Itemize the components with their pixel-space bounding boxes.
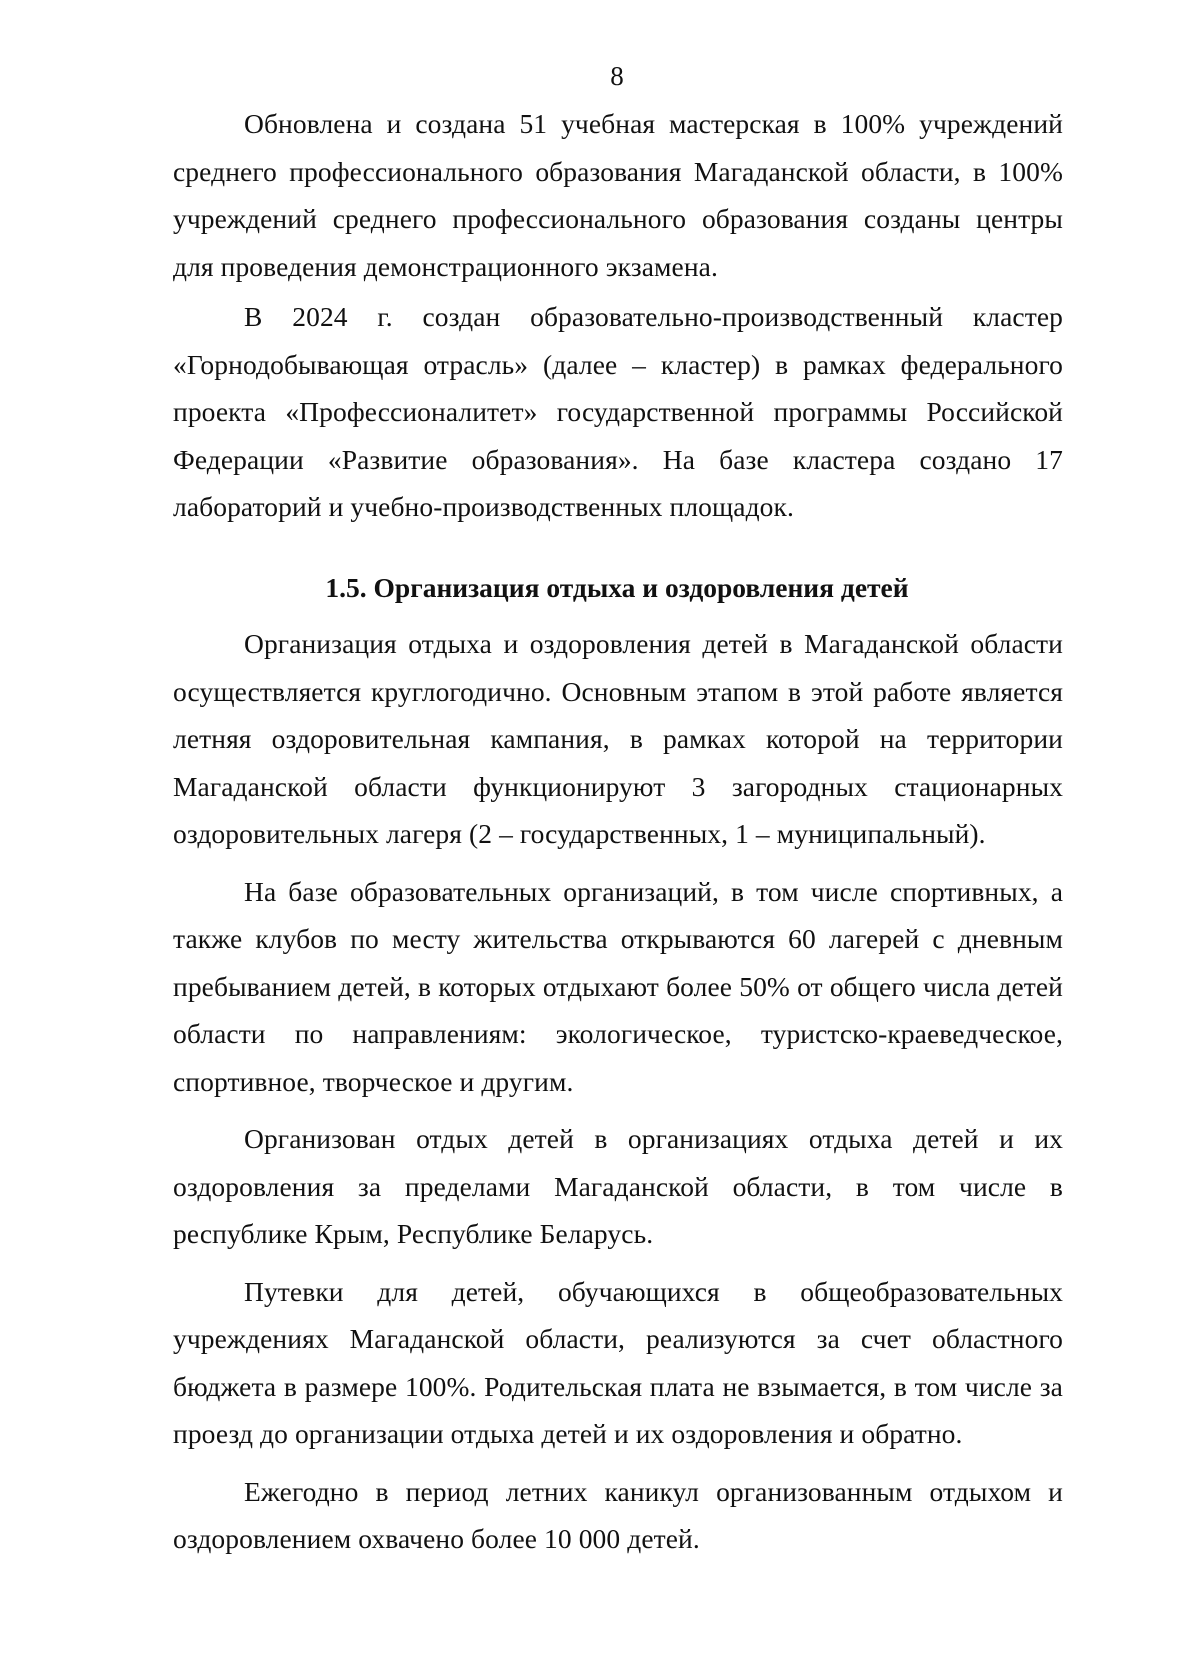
paragraph-vouchers: Путевки для детей, обучающихся в общеобразовательных учреждениях Магаданской области, реализуются за счет областного бюджета в размере 100%. Родительская плата не взымается, в том числе за проезд до организации отдыха детей и их оздоровления и обратно. xyxy=(173,1275,1063,1449)
paragraph-annual-coverage: Ежегодно в период летних каникул организованным отдыхом и оздоровлением охвачено более 10 000 детей. xyxy=(173,1475,1063,1554)
paragraph-organization: Организация отдыха и оздоровления детей в Магаданской области осуществляется круглогодично. Основным этапом в этой работе является летняя оздоровительная кампания, в рамках которой на территории Магаданской области функционируют 3 загородных стационарных оздоровительных лагеря (2 – государственных, 1 – муниципальный). xyxy=(173,628,1063,849)
page-number: 8 xyxy=(610,61,624,91)
cluster-text xyxy=(173,293,1063,531)
paragraph-cluster: В 2024 г. создан образовательно-производственный кластер «Горнодобывающая отрасль» (далее – кластер) в рамках федерального проекта «Профессионалитет» государственной программы Российской Федерации «Развитие образования». На базе кластера создано 17 лабораторий и учебно-производственных площадок. xyxy=(173,301,1063,522)
section-body xyxy=(173,620,1063,1563)
paragraph-workshops: Обновлена и создана 51 учебная мастерская в 100% учреждений среднего профессионального образования Магаданской области, в 100% учреждений среднего профессионального образования созданы центры для проведения демонстрационного экзамена. xyxy=(173,108,1063,282)
section-heading: 1.5. Организация отдыха и оздоровления детей xyxy=(325,572,909,603)
paragraph-day-camps: На базе образовательных организаций, в том числе спортивных, а также клубов по месту жительства открываются 60 лагерей с дневным пребыванием детей, в которых отдыхают более 50% от общего числа детей области по направлениям: экологическое, туристско-краеведческое, спортивное, творческое и другим. xyxy=(173,875,1063,1097)
intro-text xyxy=(173,100,1063,290)
paragraph-outside-region: Организован отдых детей в организациях отдыха детей и их оздоровления за пределами Магаданской области, в том числе в республике Крым, Республике Беларусь. xyxy=(173,1123,1063,1249)
